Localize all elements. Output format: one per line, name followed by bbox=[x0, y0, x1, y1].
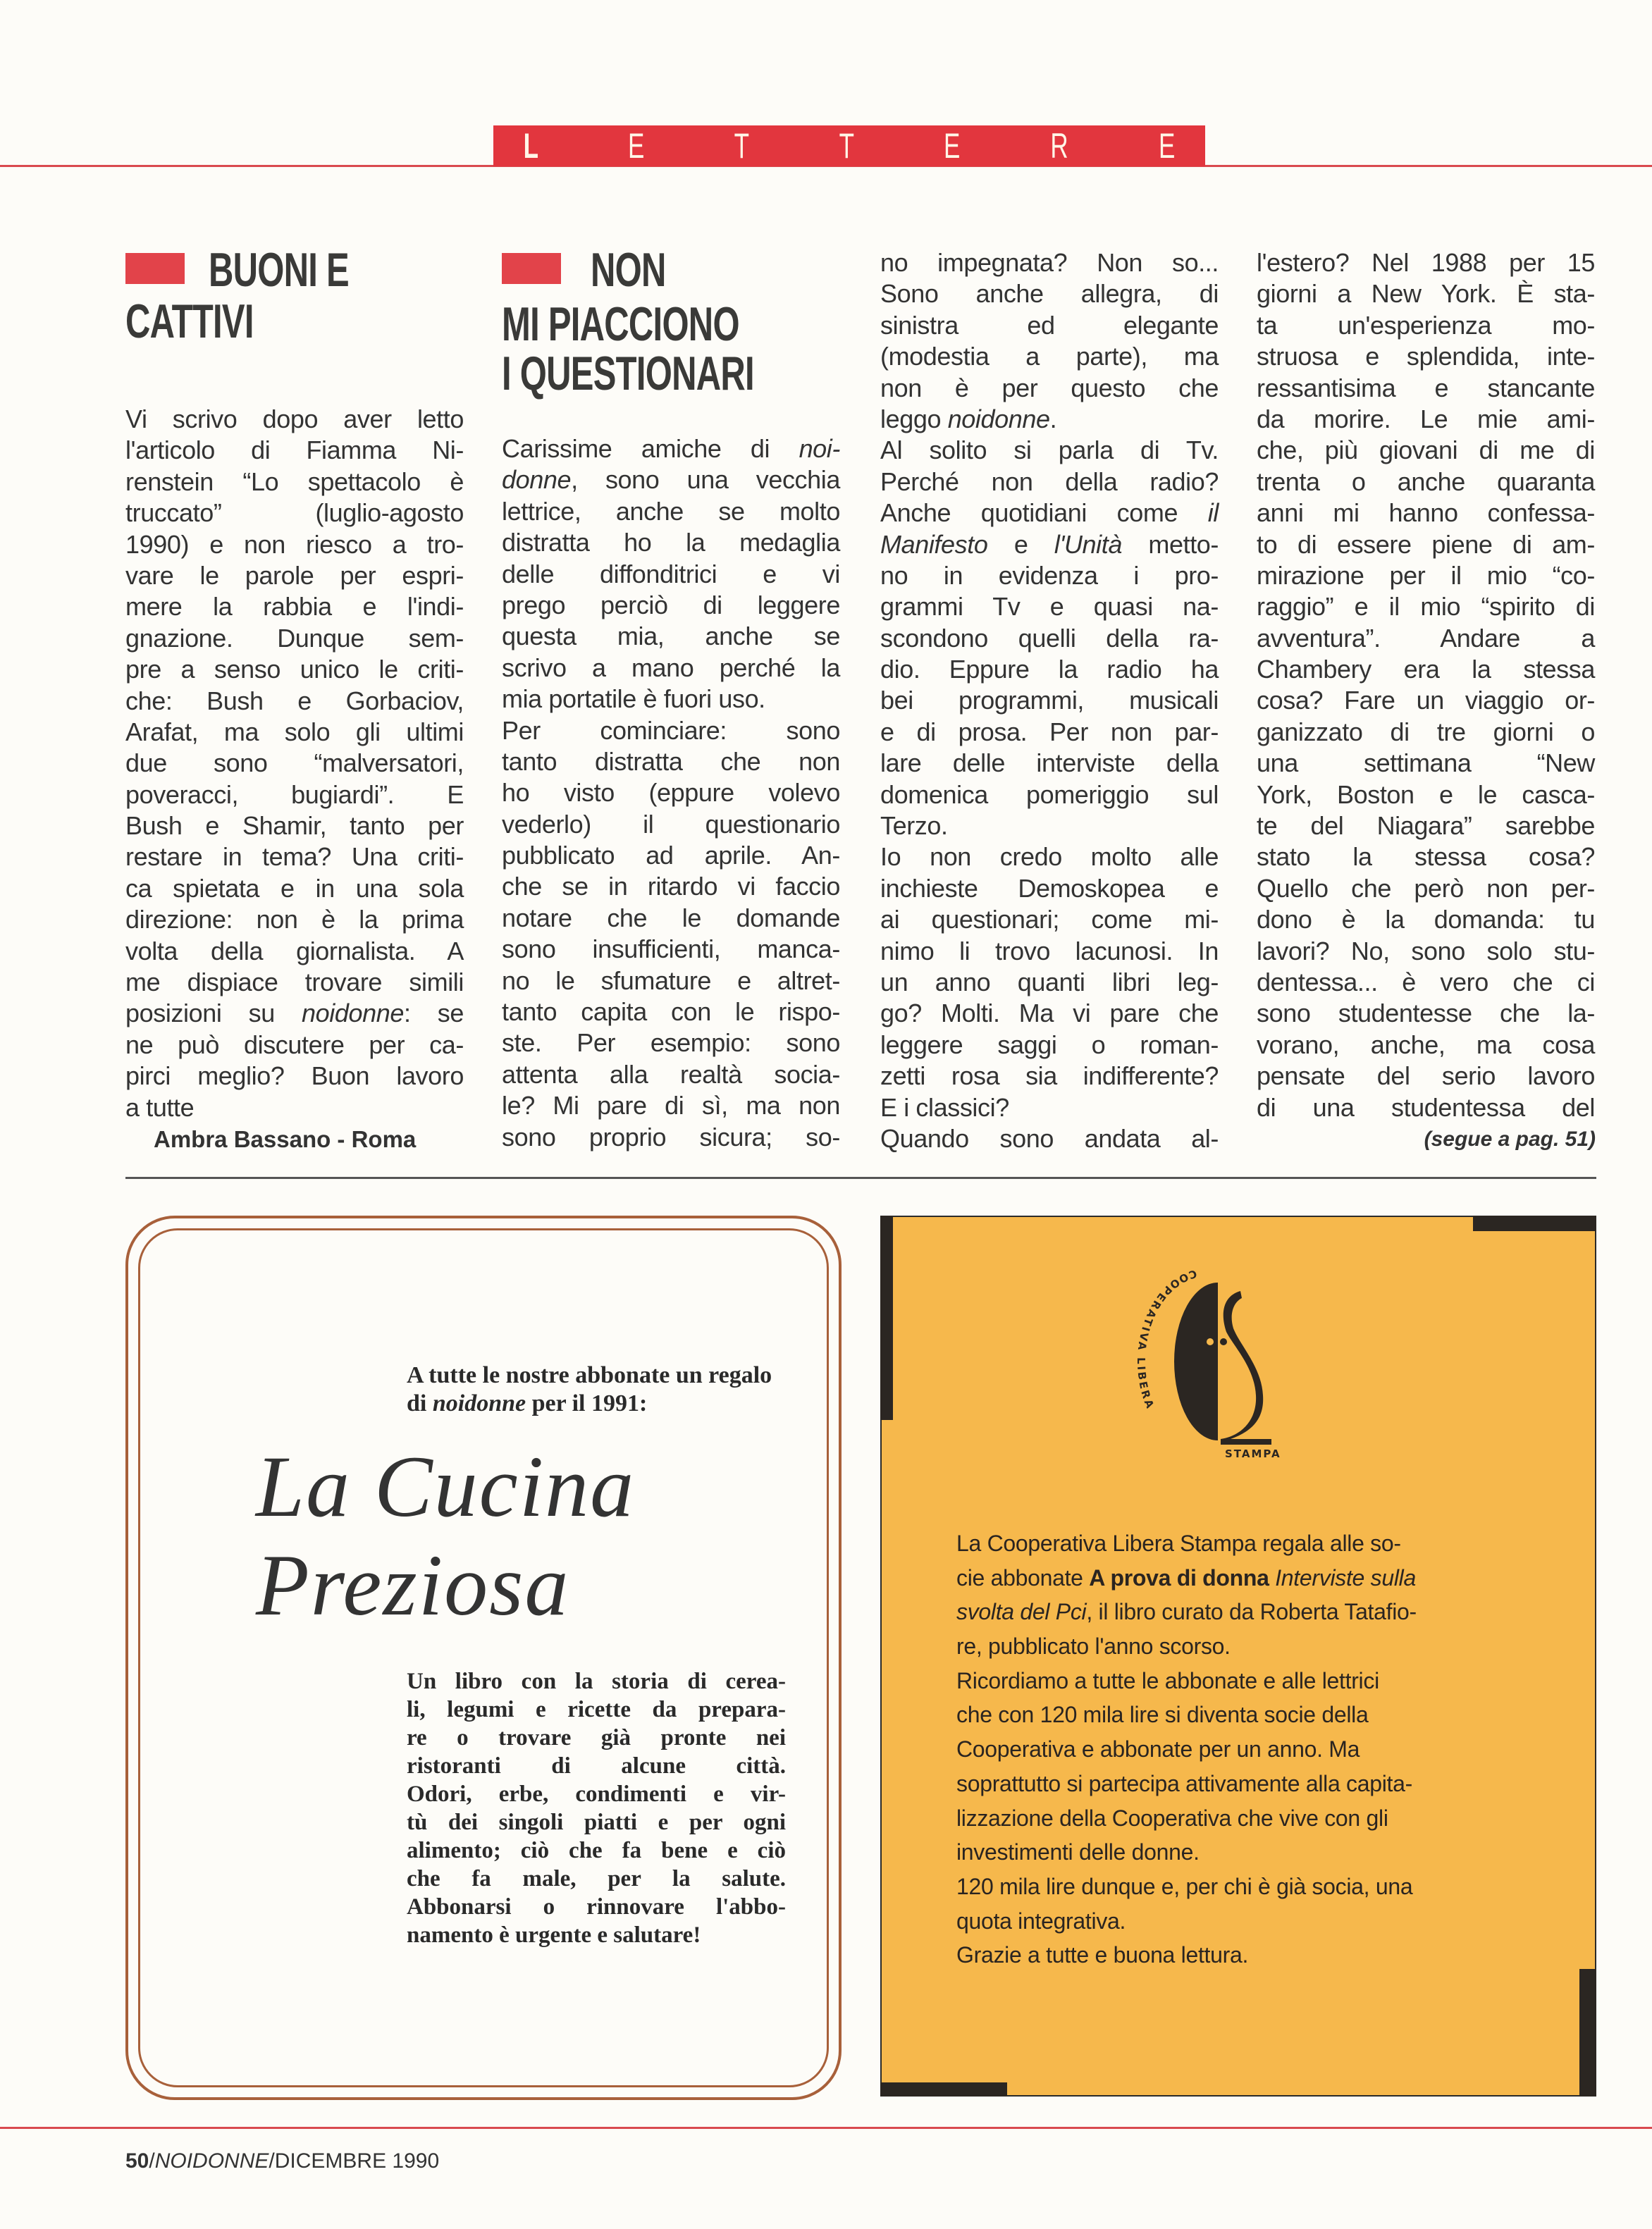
text-line: quota integrativa. bbox=[956, 1908, 1126, 1934]
text-line: ste. Per esempio: sono bbox=[502, 1028, 840, 1058]
text-line: attenta alla realtà socia- bbox=[502, 1059, 840, 1089]
text-line: ristoranti di alcune città. bbox=[407, 1753, 786, 1779]
text-line: domenica pomeriggio sul bbox=[880, 779, 1219, 809]
text-line: truccato” (luglio-agosto bbox=[125, 498, 464, 528]
section-letter: E bbox=[943, 126, 961, 166]
text-line: sono studentesse che la- bbox=[1257, 999, 1595, 1028]
text-segment: cie abbonate bbox=[956, 1564, 1090, 1591]
text-line: stato la stessa cosa? bbox=[1257, 842, 1595, 872]
text-line bbox=[956, 1595, 1534, 1629]
decorative-bar bbox=[880, 2082, 1007, 2097]
cooperative-ad-text bbox=[956, 1526, 1534, 1972]
text-line: sono proprio sicura; so- bbox=[502, 1122, 840, 1151]
text-segment: e bbox=[987, 529, 1054, 559]
text-line: mia portatile è fuori uso. bbox=[502, 684, 765, 714]
svg-text:COOPERATIVA LIBERA: COOPERATIVA LIBERA bbox=[1135, 1266, 1199, 1412]
text-line: volta della giornalista. A bbox=[125, 936, 464, 965]
text-segment: A prova di donna bbox=[1089, 1564, 1269, 1591]
book-title-line: La Cucina bbox=[256, 1438, 636, 1535]
text-line: lizzazione della Cooperativa che vive con gli bbox=[956, 1805, 1388, 1831]
text-line: avventura”. Andare a bbox=[1257, 623, 1595, 653]
text-line: che, più giovani di me di bbox=[1257, 436, 1595, 465]
text-line: raggio” e il mio “spirito di bbox=[1257, 592, 1595, 622]
text-segment: noidonne bbox=[302, 999, 404, 1028]
magazine-name: NOIDONNE bbox=[154, 2149, 269, 2173]
letter-column-3 bbox=[880, 247, 1219, 1154]
text-line bbox=[880, 529, 1219, 560]
text-line: no in evidenza i pro- bbox=[880, 560, 1219, 590]
text-line: a tutte bbox=[125, 1092, 195, 1122]
text-line: namento è urgente e salutare! bbox=[407, 1922, 701, 1948]
text-line: da morire. Le mie ami- bbox=[1257, 404, 1595, 433]
text-segment: donne bbox=[502, 465, 572, 495]
text-line: Grazie a tutte e buona lettura. bbox=[956, 1942, 1249, 1968]
book-title-line: Preziosa bbox=[256, 1537, 570, 1634]
text-line: zetti rosa sia indifferente? bbox=[880, 1061, 1219, 1091]
text-segment: Manifesto bbox=[880, 529, 988, 559]
promo-body bbox=[407, 1667, 786, 1949]
text-line: giorni a New York. È sta- bbox=[1257, 279, 1595, 309]
book-title bbox=[256, 1438, 635, 1635]
article-heading-line: BUONI E bbox=[209, 243, 349, 297]
text-line: notare che le domande bbox=[502, 903, 840, 932]
section-letter: T bbox=[734, 126, 750, 166]
letter-column-4 bbox=[1257, 247, 1595, 1123]
text-line bbox=[956, 1561, 1534, 1595]
text-line: me dispiace trovare simili bbox=[125, 968, 464, 997]
page-number: 50 bbox=[125, 2149, 149, 2173]
text-line: tanto distratta che non bbox=[502, 746, 840, 776]
text-line: poveracci, bugiardi”. E bbox=[125, 779, 464, 809]
text-line: Al solito si parla di Tv. bbox=[880, 436, 1219, 465]
text-line bbox=[880, 498, 1219, 529]
text-segment: , il libro curato da Roberta Tatafio- bbox=[1086, 1599, 1417, 1625]
continued-on-page-link[interactable]: (segue a pag. 51) bbox=[1424, 1128, 1596, 1151]
text-segment: svolta del Pci bbox=[956, 1599, 1087, 1625]
text-line: Perché non della radio? bbox=[880, 467, 1219, 496]
decorative-bar bbox=[1579, 1969, 1596, 2097]
text-line bbox=[502, 464, 840, 495]
text-line: lare delle interviste della bbox=[880, 748, 1219, 778]
text-line: Cooperativa e abbonate per un anno. Ma bbox=[956, 1736, 1360, 1762]
text-line: te del Niagara” sarebbe bbox=[1257, 811, 1595, 841]
text-line: tanto capita con le rispo- bbox=[502, 997, 840, 1027]
text-line: vare le parole per espri- bbox=[125, 560, 464, 590]
heading-marker-square bbox=[502, 253, 561, 284]
text-line: no impegnata? Non so... bbox=[880, 248, 1219, 277]
text-line: Sono anche allegra, di bbox=[880, 279, 1219, 309]
text-line: le? Mi pare di sì, ma non bbox=[502, 1091, 840, 1120]
text-segment: il bbox=[1207, 498, 1219, 528]
logo-half-ellipse bbox=[1174, 1283, 1218, 1440]
text-line: (modestia a parte), ma bbox=[880, 342, 1219, 371]
text-line: struosa e splendida, inte- bbox=[1257, 342, 1595, 371]
article-heading-line: I QUESTIONARI bbox=[502, 347, 754, 400]
promo-intro bbox=[407, 1362, 787, 1418]
text-line: E i classici? bbox=[880, 1092, 1009, 1122]
text-line: anni mi hanno confessa- bbox=[1257, 498, 1595, 528]
text-segment: Anche quotidiani come bbox=[880, 498, 1208, 528]
text-line: pre a senso unico le criti- bbox=[125, 655, 464, 684]
article-heading-line: NON bbox=[591, 243, 666, 297]
text-line bbox=[125, 998, 464, 1029]
text-line: che se in ritardo vi faccio bbox=[502, 872, 840, 901]
divider-rule bbox=[125, 1177, 1596, 1179]
text-line: ne può discutere per ca- bbox=[125, 1030, 464, 1059]
text-segment: metto- bbox=[1122, 529, 1219, 559]
text-line: mere la rabbia e l'indi- bbox=[125, 592, 464, 622]
text-line: 120 mila lire dunque e, per chi è già socia, una bbox=[956, 1873, 1413, 1899]
letter-column-1 bbox=[125, 404, 464, 1123]
text-line: questa mia, anche se bbox=[502, 622, 840, 651]
text-line: pubblicato ad aprile. An- bbox=[502, 841, 840, 870]
text-line: ressantisima e stancante bbox=[1257, 373, 1595, 402]
text-line: ca spietata e in una sola bbox=[125, 873, 464, 903]
text-line: direzione: non è la prima bbox=[125, 905, 464, 934]
text-line: e di prosa. Per non par- bbox=[880, 717, 1219, 746]
text-line: Io non credo molto alle bbox=[880, 842, 1219, 872]
text-line: vorano, anche, ma cosa bbox=[1257, 1030, 1595, 1059]
text-line: sono insufficienti, manca- bbox=[502, 934, 840, 964]
article-heading-line: MI PIACCIONO bbox=[502, 297, 739, 351]
logo-curve bbox=[1221, 1291, 1271, 1445]
text-line: renstein “Lo spettacolo è bbox=[125, 467, 464, 496]
text-line: vederlo) il questionario bbox=[502, 809, 840, 839]
footer-separator: / bbox=[269, 2149, 275, 2173]
text-line: nimo li trovo lacunosi. In bbox=[880, 936, 1219, 965]
text-segment: Interviste sulla bbox=[1275, 1564, 1416, 1591]
text-segment: noi- bbox=[799, 434, 840, 463]
text-line: Quello che però non per- bbox=[1257, 873, 1595, 903]
text-line: tù dei singoli piatti e per ogni bbox=[407, 1810, 786, 1835]
text-line: Abbonarsi o rinnovare l'abbo- bbox=[407, 1894, 786, 1920]
text-line: ai questionari; come mi- bbox=[880, 905, 1219, 934]
heading-marker-square bbox=[125, 253, 185, 284]
text-line: investimenti delle donne. bbox=[956, 1839, 1200, 1865]
text-line: go? Molti. Ma vi pare che bbox=[880, 999, 1219, 1028]
text-line: cosa? Fare un viaggio or- bbox=[1257, 686, 1595, 715]
text-line: che fa male, per la salute. bbox=[407, 1866, 786, 1891]
text-segment: per il 1991: bbox=[526, 1390, 648, 1416]
text-segment: l'Unità bbox=[1054, 529, 1122, 559]
text-line: mirazione per il mio “co- bbox=[1257, 560, 1595, 590]
letter-signature: Ambra Bassano - Roma bbox=[154, 1126, 417, 1152]
text-line: lettrice, anche se molto bbox=[502, 496, 840, 526]
text-line: grammi Tv e quasi na- bbox=[880, 592, 1219, 622]
text-line: non è per questo che bbox=[880, 373, 1219, 402]
text-line: Bush e Shamir, tanto per bbox=[125, 811, 464, 841]
text-line: inchieste Demoskopea e bbox=[880, 873, 1219, 903]
text-line: leggere saggi o roman- bbox=[880, 1030, 1219, 1059]
text-line: Per cominciare: sono bbox=[502, 715, 840, 745]
text-line: Vi scrivo dopo aver letto bbox=[125, 405, 464, 433]
text-line bbox=[880, 404, 1219, 435]
text-segment: . bbox=[1049, 404, 1057, 433]
text-line: un anno quanti libri leg- bbox=[880, 967, 1219, 996]
text-line: prego perciò di leggere bbox=[502, 590, 840, 619]
text-line: l'estero? Nel 1988 per 15 bbox=[1257, 248, 1595, 277]
text-line: una settimana “New bbox=[1257, 748, 1595, 778]
text-line: pensate del serio lavoro bbox=[1257, 1061, 1595, 1091]
text-line: gnazione. Dunque sem- bbox=[125, 623, 464, 653]
text-segment: posizioni su bbox=[125, 999, 302, 1028]
text-line: to di essere piene di am- bbox=[1257, 529, 1595, 559]
section-letter: L bbox=[523, 126, 538, 166]
section-letter: T bbox=[839, 126, 854, 166]
section-letter: R bbox=[1050, 126, 1068, 166]
page-footer bbox=[125, 2149, 439, 2173]
text-line: scrivo a mano perché la bbox=[502, 653, 840, 682]
text-line: dentessa... è vero che ci bbox=[1257, 967, 1595, 996]
text-line: che: Bush e Gorbaciov, bbox=[125, 686, 464, 715]
text-line: alimento; ciò che fa bene e ciò bbox=[407, 1838, 786, 1863]
text-line: lavori? No, sono solo stu- bbox=[1257, 936, 1595, 965]
text-line: re, pubblicato l'anno scorso. bbox=[956, 1634, 1231, 1660]
text-line: restare in tema? Una criti- bbox=[125, 842, 464, 872]
letter-column-2 bbox=[502, 433, 840, 1153]
text-line: Terzo. bbox=[880, 811, 948, 841]
section-letter: E bbox=[1158, 126, 1175, 166]
text-segment: : se bbox=[404, 999, 464, 1028]
text-line: York, Boston e le casca- bbox=[1257, 779, 1595, 809]
text-line: sinistra ed elegante bbox=[880, 310, 1219, 340]
text-line: re o trovare già pronte nei bbox=[407, 1725, 786, 1751]
text-line: La Cooperativa Libera Stampa regala alle so- bbox=[956, 1531, 1401, 1556]
text-line: ho visto (eppure volevo bbox=[502, 778, 840, 808]
text-line bbox=[502, 433, 840, 464]
text-line: due sono “malversatori, bbox=[125, 748, 464, 778]
text-segment: noidonne bbox=[432, 1390, 526, 1416]
svg-text:STAMPA: STAMPA bbox=[1225, 1447, 1281, 1459]
text-line: Un libro con la storia di cerea- bbox=[407, 1669, 786, 1694]
text-segment bbox=[1269, 1565, 1276, 1591]
text-line: Odori, erbe, condimenti e vir- bbox=[407, 1782, 786, 1807]
text-segment: noidonne bbox=[947, 404, 1050, 433]
text-line: trenta o anche quaranta bbox=[1257, 467, 1595, 496]
text-line: distratta ho la medaglia bbox=[502, 528, 840, 557]
text-line: pirci meglio? Buon lavoro bbox=[125, 1061, 464, 1091]
text-line: Chambery era la stessa bbox=[1257, 655, 1595, 684]
cooperativa-libera-stampa-logo bbox=[1135, 1254, 1304, 1459]
decorative-bar bbox=[1473, 1216, 1596, 1231]
bottom-rule bbox=[0, 2127, 1652, 2129]
text-line: l'articolo di Fiamma Ni- bbox=[125, 436, 464, 465]
text-line: 1990) e non riesco a tro- bbox=[125, 529, 464, 559]
article-heading-line: CATTIVI bbox=[125, 295, 254, 348]
text-line: ta un'esperienza mo- bbox=[1257, 310, 1595, 340]
text-segment: Carissime amiche di bbox=[502, 434, 799, 463]
decorative-bar bbox=[880, 1216, 893, 1420]
promo-box-inner-border bbox=[138, 1228, 829, 2087]
section-letter: E bbox=[628, 126, 645, 166]
text-line: li, legumi e ricette da prepara- bbox=[407, 1697, 786, 1722]
text-line: scondono quelli della ra- bbox=[880, 623, 1219, 653]
issue-date: DICEMBRE 1990 bbox=[274, 2149, 440, 2173]
text-line: bei programmi, musicali bbox=[880, 686, 1219, 715]
text-line: di una studentessa del bbox=[1257, 1092, 1595, 1122]
text-line: Ricordiamo a tutte le abbonate e alle lettrici bbox=[956, 1667, 1379, 1693]
text-line: dio. Eppure la radio ha bbox=[880, 655, 1219, 684]
text-line: Arafat, ma solo gli ultimi bbox=[125, 717, 464, 746]
text-line: Quando sono andata al- bbox=[880, 1123, 1219, 1153]
text-line: ganizzato di tre giorni o bbox=[1257, 717, 1595, 746]
text-segment: A tutte le nostre abbonate un regalo di bbox=[407, 1362, 772, 1416]
text-line: che con 120 mila lire si diventa socie della bbox=[956, 1702, 1369, 1728]
section-header-lettere bbox=[493, 125, 1205, 166]
text-line: dono è la domanda: tu bbox=[1257, 905, 1595, 934]
text-line: delle diffonditrici e vi bbox=[502, 559, 840, 588]
text-line: no le sfumature e altret- bbox=[502, 965, 840, 995]
footer-separator: / bbox=[149, 2149, 155, 2173]
text-segment: , sono una vecchia bbox=[571, 465, 840, 495]
text-line: soprattutto si partecipa attivamente alla capita- bbox=[956, 1770, 1412, 1796]
text-segment: leggo bbox=[880, 404, 948, 433]
